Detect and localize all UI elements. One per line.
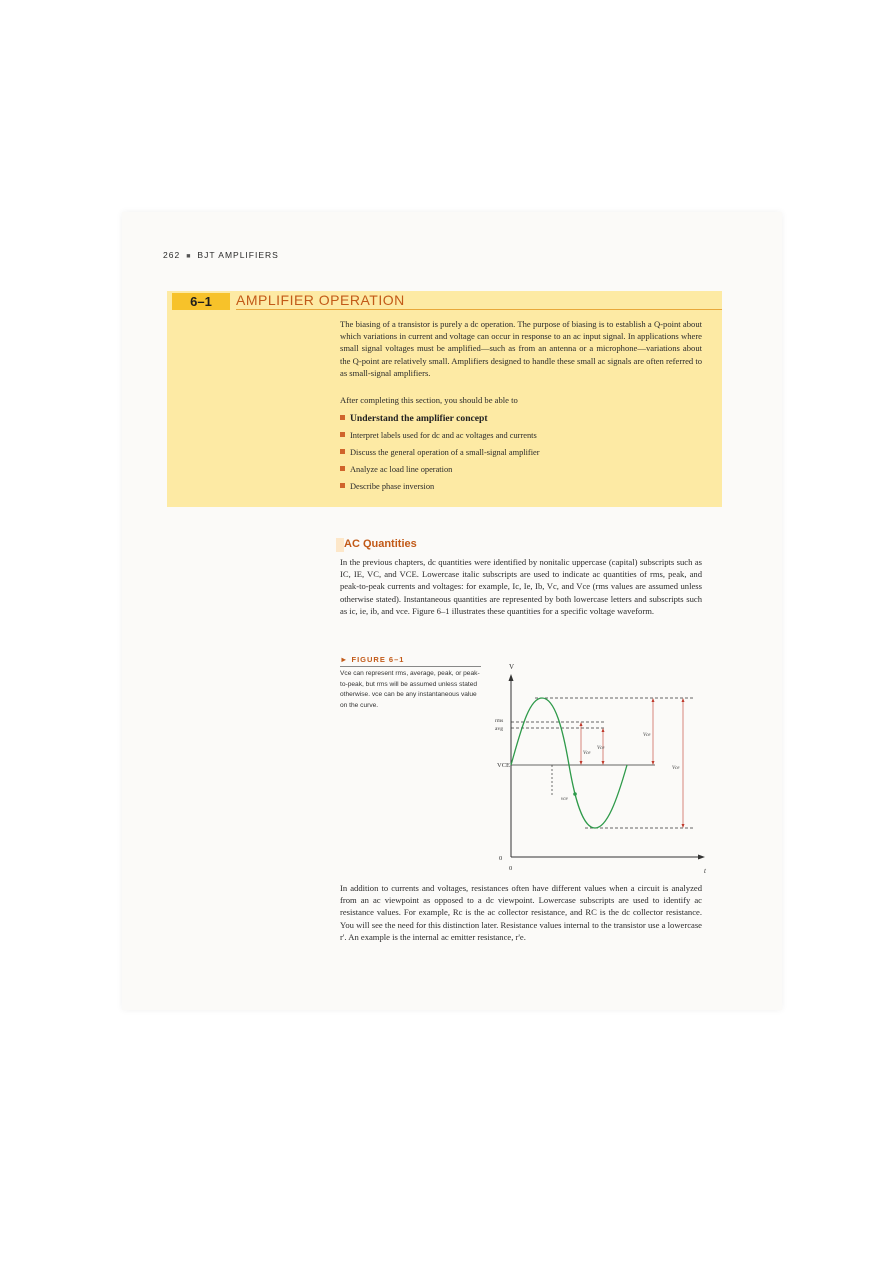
- arrow-head-icon: [602, 728, 605, 732]
- running-head: [163, 250, 279, 260]
- intro-paragraph: The biasing of a transistor is purely a dc operation. The purpose of biasing is to establish a Q-point about which variations in current and voltage can occur in response to an ac input signal. In applications where small signal voltages must be amplified—such as from an antenna or a microphone—variations about the Q-point are relatively small. Amplifiers designed to handle these small ac signals are often referred to as small-signal amplifiers.: [340, 319, 703, 378]
- subheading-marker: [336, 538, 344, 552]
- bullet-icon: [340, 466, 345, 471]
- objective-item: Discuss the general operation of a small-signal amplifier: [340, 446, 702, 463]
- title-rule: [236, 309, 722, 310]
- arrow-head-icon: [580, 722, 583, 726]
- instantaneous-point: [573, 792, 577, 796]
- vce-dc-label: VCE: [497, 762, 510, 769]
- avg-label: avg: [495, 726, 503, 732]
- objective-item: Understand the amplifier concept: [340, 412, 702, 429]
- figure-rule: [340, 666, 481, 667]
- objective-item: Analyze ac load line operation: [340, 463, 702, 480]
- figure-label: ► FIGURE 6–1: [340, 655, 405, 664]
- figure-caption: Vce can represent rms, average, peak, or peak-to-peak, but rms will be assumed unless stated otherwise. vce can be any instantaneous value on the curve.: [340, 670, 480, 709]
- zero-label-left: 0: [499, 855, 503, 862]
- sine-waveform: [511, 698, 627, 828]
- arrow-head-icon: [682, 698, 685, 702]
- vce-rms-label: Vce: [583, 751, 591, 756]
- vce-peak-label: Vce: [643, 733, 651, 738]
- objectives-lead: After completing this section, you should be able to: [340, 395, 518, 405]
- bullet-icon: [340, 432, 345, 437]
- objective-item: Interpret labels used for dc and ac voltages and currents: [340, 429, 702, 446]
- vce-pp-label: Vce: [672, 766, 680, 771]
- v-axis-arrow-icon: [509, 674, 514, 681]
- arrow-head-icon: [580, 761, 583, 765]
- arrow-head-icon: [652, 761, 655, 765]
- separator-icon: ■: [186, 253, 192, 260]
- zero-label-bottom: 0: [509, 865, 513, 872]
- axis-t-label: t: [704, 867, 706, 875]
- objectives-list: [340, 412, 702, 497]
- waveform-figure: [485, 660, 710, 875]
- bullet-icon: [340, 483, 345, 488]
- axis-v-label: V: [509, 663, 515, 671]
- objective-item: Describe phase inversion: [340, 480, 702, 497]
- figure-arrow-icon: ►: [340, 655, 352, 664]
- arrow-head-icon: [602, 761, 605, 765]
- chapter-title: BJT AMPLIFIERS: [197, 250, 279, 260]
- vce-instant-label: vce: [561, 797, 568, 802]
- section-number: 6–1: [172, 293, 230, 310]
- closing-paragraph: In addition to currents and voltages, resistances often have different values when a circuit is analyzed from an ac viewpoint as opposed to a dc viewpoint. Lowercase subscripts are used to identify ac resistance values. For example, Rc is the ac collector resistance, and RC is the dc collector resistance. You will see the need for this distinction later. Resistance values internal to the transistor use a lowercase r'. An example is the internal ac emitter resistance, r'e.: [340, 883, 702, 942]
- vce-avg-label: Vce: [597, 746, 605, 751]
- rms-label: rms: [495, 718, 504, 724]
- arrow-head-icon: [652, 698, 655, 702]
- bullet-icon: [340, 415, 345, 420]
- bullet-icon: [340, 449, 345, 454]
- ac-quantities-paragraph: In the previous chapters, dc quantities were identified by nonitalic uppercase (capital) subscripts such as IC, IE, VC, and VCE. Lowercase italic subscripts are used to indicate ac quantities of rms, peak, and peak-to-peak currents and voltages: for example, Ic, Ie, Ib, Vc, and Vce (rms values are assumed unless otherwise stated). Instantaneous quantities are represented by both lowercase letters and subscripts such as ic, ie, ib, and vce. Figure 6–1 illustrates these quantities for a specific voltage waveform.: [340, 557, 702, 616]
- section-title: AMPLIFIER OPERATION: [236, 292, 405, 308]
- arrow-head-icon: [682, 824, 685, 828]
- t-axis-arrow-icon: [698, 855, 705, 860]
- subheading: AC Quantities: [344, 538, 417, 550]
- page-number: 262: [163, 250, 181, 260]
